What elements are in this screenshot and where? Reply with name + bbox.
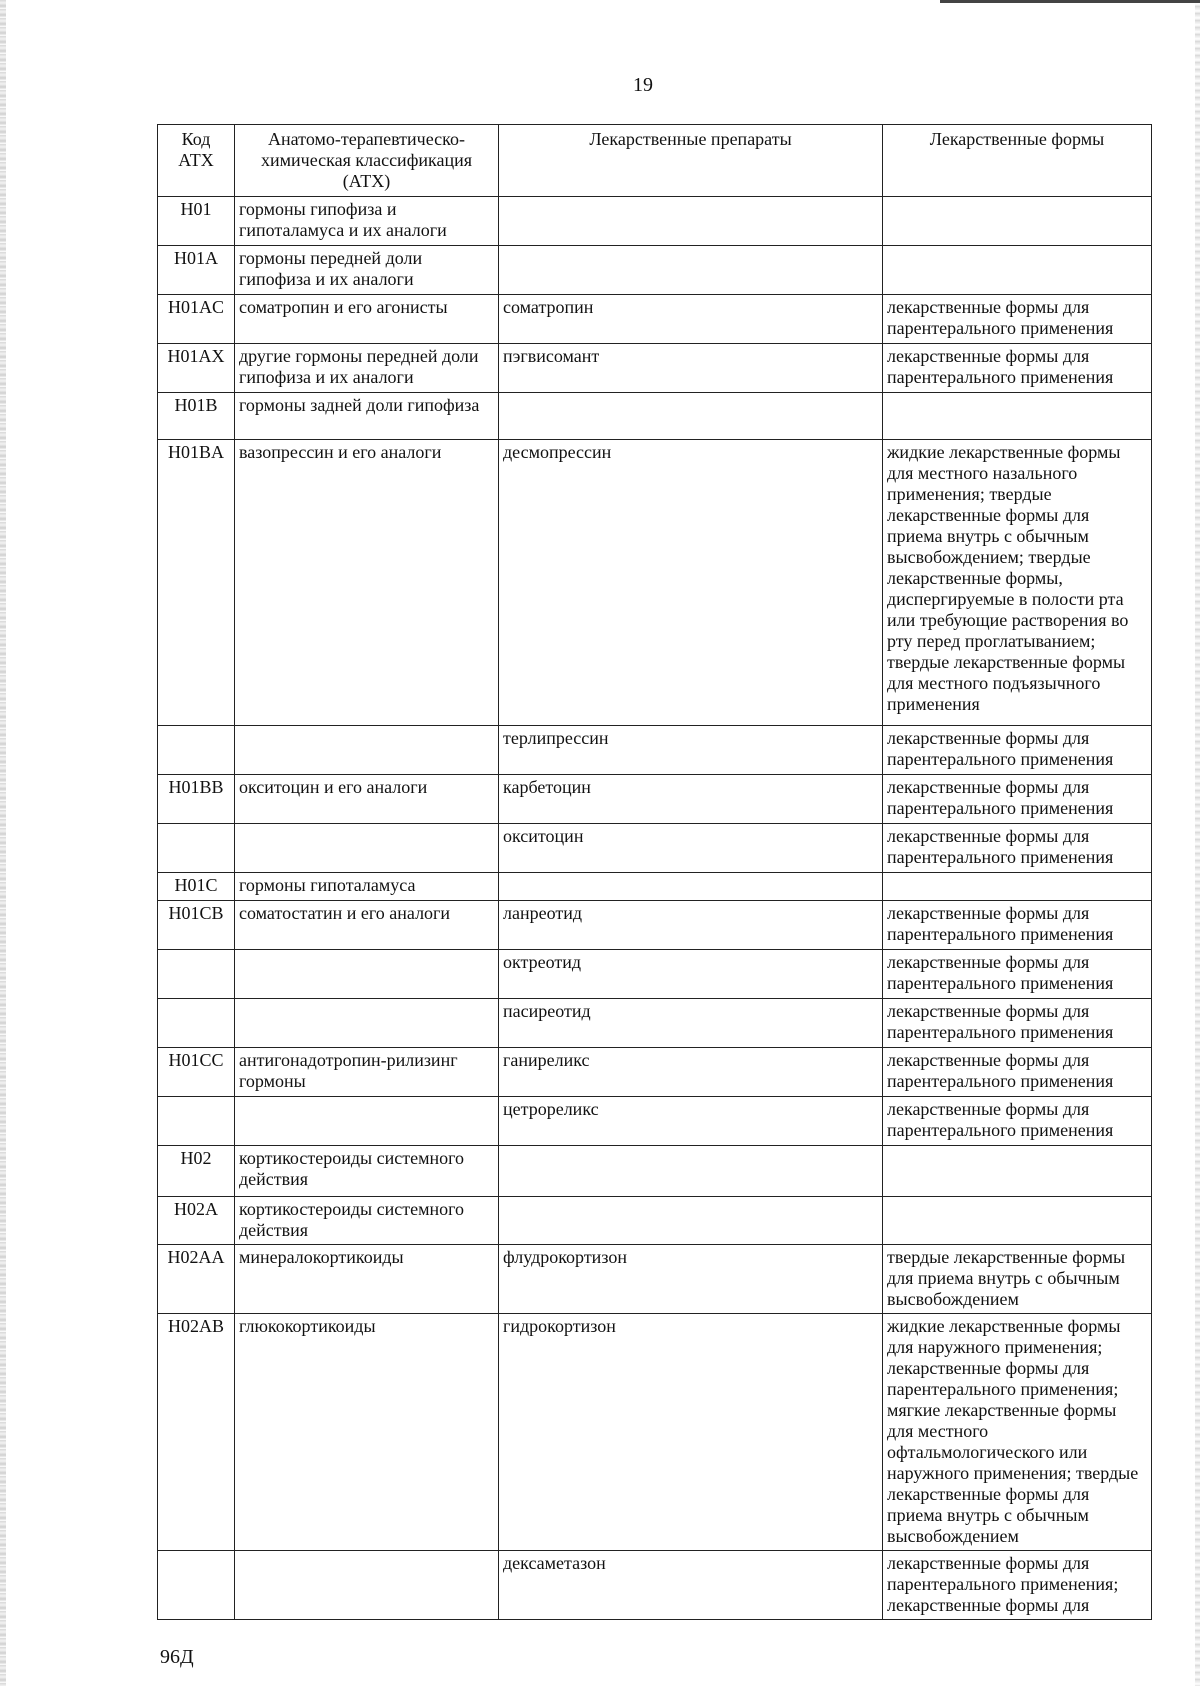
- cell-drug: пэгвисомант: [499, 344, 883, 393]
- cell-form: [883, 1197, 1152, 1245]
- cell-drug: ганиреликс: [499, 1048, 883, 1097]
- header-code: Код АТХ: [158, 125, 235, 197]
- table-row: [158, 1146, 1152, 1197]
- cell-code: H01CB: [158, 901, 235, 950]
- cell-drug: [499, 873, 883, 901]
- table-row: [158, 999, 1152, 1048]
- cell-code: [158, 726, 235, 775]
- cell-code: [158, 1551, 235, 1620]
- cell-form: лекарственные формы для парентерального применения: [883, 1048, 1152, 1097]
- table-row: [158, 393, 1152, 440]
- cell-code: [158, 950, 235, 999]
- table-row: [158, 197, 1152, 246]
- table-row: [158, 440, 1152, 726]
- cell-code: H02A: [158, 1197, 235, 1245]
- cell-code: [158, 824, 235, 873]
- cell-code: H02: [158, 1146, 235, 1197]
- table-header-row: [158, 125, 1152, 197]
- cell-drug: [499, 1197, 883, 1245]
- cell-classification: [235, 1097, 499, 1146]
- cell-classification: соматропин и его агонисты: [235, 295, 499, 344]
- table-row: [158, 901, 1152, 950]
- cell-classification: минералокортикоиды: [235, 1245, 499, 1314]
- cell-drug: пасиреотид: [499, 999, 883, 1048]
- scan-edge-left: [0, 0, 6, 1686]
- cell-classification: кортикостероиды системного действия: [235, 1197, 499, 1245]
- cell-form: [883, 1146, 1152, 1197]
- document-footer-mark: 96Д: [160, 1646, 194, 1668]
- cell-code: H02AB: [158, 1314, 235, 1551]
- atx-table: [157, 124, 1152, 1620]
- cell-classification: [235, 726, 499, 775]
- cell-drug: ланреотид: [499, 901, 883, 950]
- cell-form: [883, 393, 1152, 440]
- cell-classification: гормоны гипофиза и гипоталамуса и их аналоги: [235, 197, 499, 246]
- cell-form: лекарственные формы для парентерального применения: [883, 775, 1152, 824]
- cell-classification: [235, 1551, 499, 1620]
- cell-drug: дексаметазон: [499, 1551, 883, 1620]
- cell-classification: [235, 824, 499, 873]
- cell-drug: окситоцин: [499, 824, 883, 873]
- cell-drug: гидрокортизон: [499, 1314, 883, 1551]
- table-row: [158, 775, 1152, 824]
- cell-form: жидкие лекарственные формы для местного назального применения; твердые лекарственные формы для приема внутрь с обычным высвобождением; твердые лекарственные формы, диспергируемые в полости рта или требующие растворения во рту перед проглатыванием; твердые лекарственные формы для местного подъязычного применения: [883, 440, 1152, 726]
- table-row: [158, 950, 1152, 999]
- cell-classification: глюкокортикоиды: [235, 1314, 499, 1551]
- cell-form: лекарственные формы для парентерального применения: [883, 1097, 1152, 1146]
- table-row: [158, 824, 1152, 873]
- table-row: [158, 873, 1152, 901]
- cell-classification: кортикостероиды системного действия: [235, 1146, 499, 1197]
- table-row: [158, 1551, 1152, 1620]
- cell-drug: цетрореликс: [499, 1097, 883, 1146]
- cell-classification: гормоны передней доли гипофиза и их аналоги: [235, 246, 499, 295]
- cell-form: [883, 873, 1152, 901]
- cell-code: [158, 999, 235, 1048]
- cell-drug: [499, 197, 883, 246]
- cell-classification: [235, 950, 499, 999]
- cell-drug: октреотид: [499, 950, 883, 999]
- cell-drug: флудрокортизон: [499, 1245, 883, 1314]
- cell-code: H01AX: [158, 344, 235, 393]
- cell-classification: другие гормоны передней доли гипофиза и их аналоги: [235, 344, 499, 393]
- cell-drug: соматропин: [499, 295, 883, 344]
- table-row: [158, 1097, 1152, 1146]
- table-row: [158, 726, 1152, 775]
- cell-classification: антигонадотропин-рилизинг гормоны: [235, 1048, 499, 1097]
- cell-form: жидкие лекарственные формы для наружного применения; лекарственные формы для парентерального применения; мягкие лекарственные формы для местного офтальмологического или наружного применения; твердые лекарственные формы для приема внутрь с обычным высвобождением: [883, 1314, 1152, 1551]
- cell-drug: [499, 1146, 883, 1197]
- table-row: [158, 246, 1152, 295]
- cell-code: H02AA: [158, 1245, 235, 1314]
- cell-form: [883, 197, 1152, 246]
- header-forms: Лекарственные формы: [883, 125, 1152, 197]
- cell-code: H01B: [158, 393, 235, 440]
- cell-drug: десмопрессин: [499, 440, 883, 726]
- scan-edge-right: [1195, 0, 1200, 1686]
- cell-classification: соматостатин и его аналоги: [235, 901, 499, 950]
- cell-drug: карбетоцин: [499, 775, 883, 824]
- cell-classification: окситоцин и его аналоги: [235, 775, 499, 824]
- cell-classification: гормоны задней доли гипофиза: [235, 393, 499, 440]
- table-row: [158, 1197, 1152, 1245]
- cell-drug: терлипрессин: [499, 726, 883, 775]
- cell-form: лекарственные формы для парентерального применения: [883, 950, 1152, 999]
- cell-form: лекарственные формы для парентерального применения: [883, 726, 1152, 775]
- cell-code: H01AC: [158, 295, 235, 344]
- cell-form: [883, 246, 1152, 295]
- cell-code: H01BB: [158, 775, 235, 824]
- cell-classification: [235, 999, 499, 1048]
- header-drugs: Лекарственные препараты: [499, 125, 883, 197]
- header-classification: Анатомо-терапевтическо-химическая классификация (АТХ): [235, 125, 499, 197]
- cell-code: H01C: [158, 873, 235, 901]
- cell-code: H01: [158, 197, 235, 246]
- cell-code: [158, 1097, 235, 1146]
- table-row: [158, 1048, 1152, 1097]
- cell-classification: вазопрессин и его аналоги: [235, 440, 499, 726]
- table-row: [158, 1314, 1152, 1551]
- cell-drug: [499, 393, 883, 440]
- cell-form: лекарственные формы для парентерального применения: [883, 344, 1152, 393]
- table-row: [158, 295, 1152, 344]
- cell-drug: [499, 246, 883, 295]
- cell-form: лекарственные формы для парентерального применения: [883, 901, 1152, 950]
- cell-form: твердые лекарственные формы для приема внутрь с обычным высвобождением: [883, 1245, 1152, 1314]
- cell-code: H01CC: [158, 1048, 235, 1097]
- table-row: [158, 1245, 1152, 1314]
- cell-form: лекарственные формы для парентерального применения: [883, 999, 1152, 1048]
- page-number: 19: [633, 74, 653, 96]
- cell-form: лекарственные формы для парентерального применения: [883, 824, 1152, 873]
- cell-code: H01A: [158, 246, 235, 295]
- cell-form: лекарственные формы для парентерального применения; лекарственные формы для: [883, 1551, 1152, 1620]
- scan-edge-top: [940, 0, 1200, 3]
- cell-classification: гормоны гипоталамуса: [235, 873, 499, 901]
- cell-code: H01BA: [158, 440, 235, 726]
- table-row: [158, 344, 1152, 393]
- cell-form: лекарственные формы для парентерального применения: [883, 295, 1152, 344]
